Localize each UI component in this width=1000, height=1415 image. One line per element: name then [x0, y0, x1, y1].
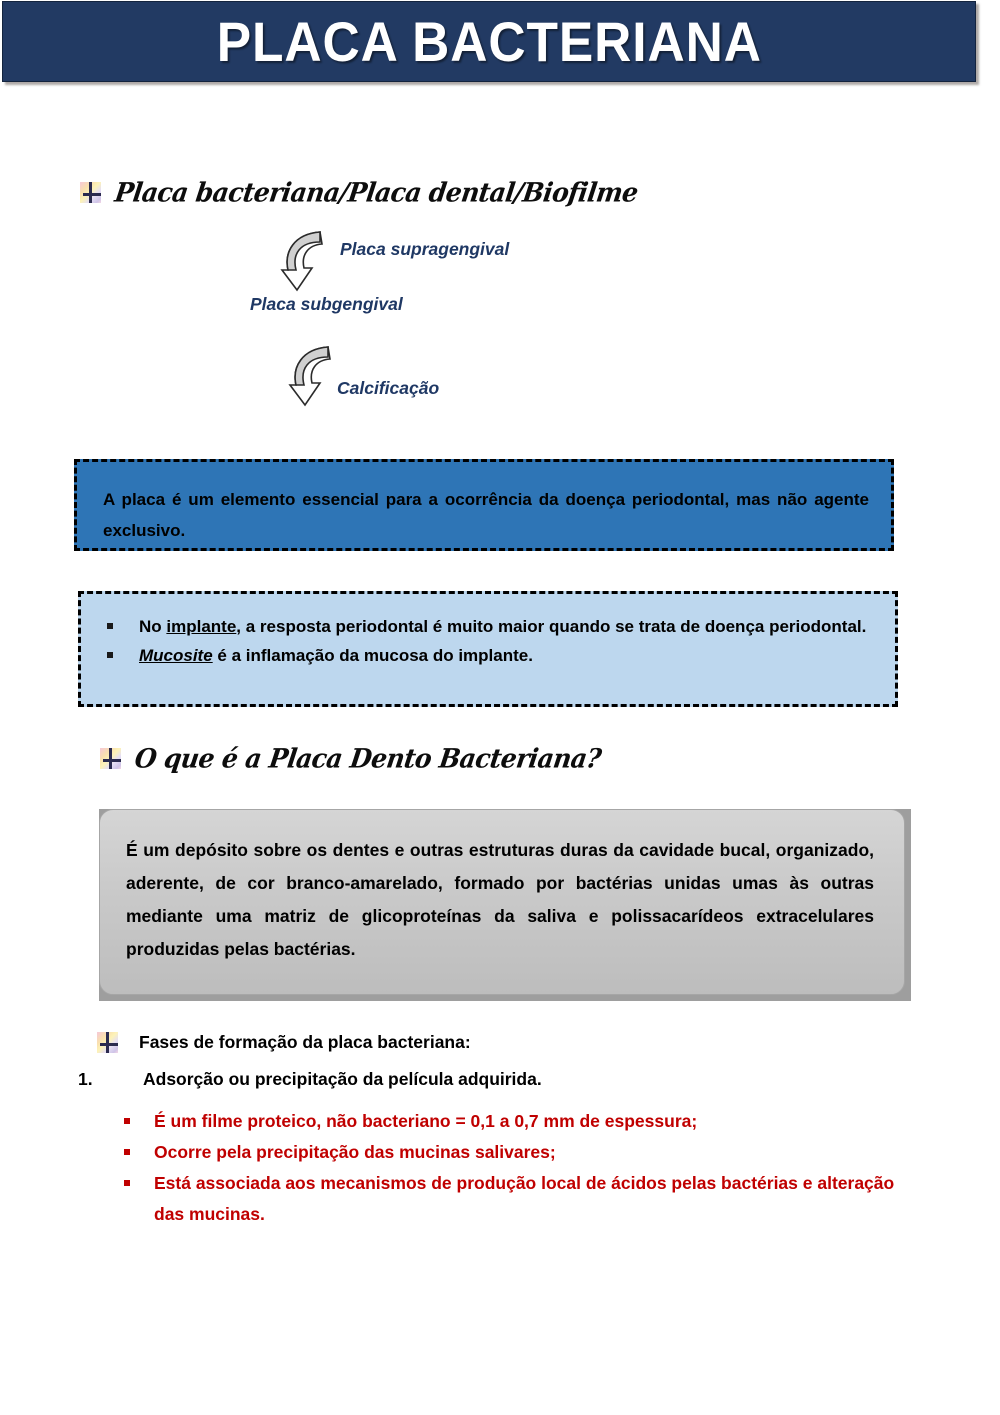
curved-down-arrow-icon [280, 228, 340, 300]
square-bullet-icon [107, 623, 113, 629]
plaque-types-diagram [240, 228, 660, 413]
square-bullet-icon [107, 652, 113, 658]
list-item-label: Está associada aos mecanismos de produção local de ácidos pelas bactérias e alteração das mucinas. [154, 1173, 895, 1224]
fases-step-1-number: 1. [78, 1069, 93, 1089]
callout-box-essencial-text: A placa é um elemento essencial para a ocorrência da doença periodontal, mas não agente exclusivo. [103, 490, 869, 540]
list-item-underlined-italic: Mucosite [139, 646, 213, 665]
definition-box-text: É um depósito sobre os dentes e outras estruturas duras da cavidade bucal, organizado, aderente, de cor branco-amarelado, formado por bactérias unidas umas às outras mediante uma matriz de glicoproteínas da saliva e polissacarídeos extracelulares produzidas pelas bactérias. [126, 840, 874, 959]
callout-box-implante-list [103, 612, 877, 670]
list-item [103, 641, 877, 670]
section-heading-definicao-label: O que é a Placa Dento Bacteriana? [132, 743, 603, 774]
list-item-prefix: No [139, 617, 167, 636]
fases-sub-items-list [120, 1106, 920, 1230]
square-bullet-icon [124, 1180, 130, 1186]
list-item-suffix: , a resposta periodontal é muito maior quando se trata de doença periodontal. [236, 617, 867, 636]
square-bullet-icon [124, 1149, 130, 1155]
list-item-label: Ocorre pela precipitação das mucinas salivares; [154, 1142, 556, 1162]
list-item [120, 1137, 920, 1168]
list-item-underlined: implante [166, 617, 237, 636]
callout-box-implante [78, 591, 898, 707]
section-heading-fases [97, 1032, 471, 1053]
list-item-label: É um filme proteico, não bacteriano = 0,1 a 0,7 mm de espessura; [154, 1111, 698, 1131]
page-title-banner [2, 1, 976, 82]
section-heading-plaque-types-label: Placa bacteriana/Placa dental/Biofilme [112, 177, 640, 208]
diagram-label-subgengival: Placa subgengival [250, 294, 403, 314]
diagram-label-supragengival: Placa supragengival [340, 239, 510, 259]
section-heading-definicao [100, 744, 601, 773]
section-heading-fases-label: Fases de formação da placa bacteriana: [139, 1032, 471, 1052]
colorful-plus-icon [100, 748, 121, 769]
section-heading-plaque-types [80, 178, 638, 207]
list-item [103, 612, 877, 641]
diagram-label-calcificacao: Calcificação [337, 378, 440, 398]
list-item-suffix: é a inflamação da mucosa do implante. [212, 646, 533, 665]
colorful-plus-icon [97, 1032, 118, 1053]
page-title: PLACA BACTERIANA [216, 10, 762, 73]
colorful-plus-icon [80, 182, 101, 203]
list-item [120, 1168, 920, 1230]
square-bullet-icon [124, 1118, 130, 1124]
fases-step-1-text: Adsorção ou precipitação da película adquirida. [143, 1069, 542, 1089]
definition-box [99, 809, 905, 995]
callout-box-essencial [74, 459, 894, 551]
list-item [120, 1106, 920, 1137]
fases-step-1 [78, 1069, 542, 1090]
